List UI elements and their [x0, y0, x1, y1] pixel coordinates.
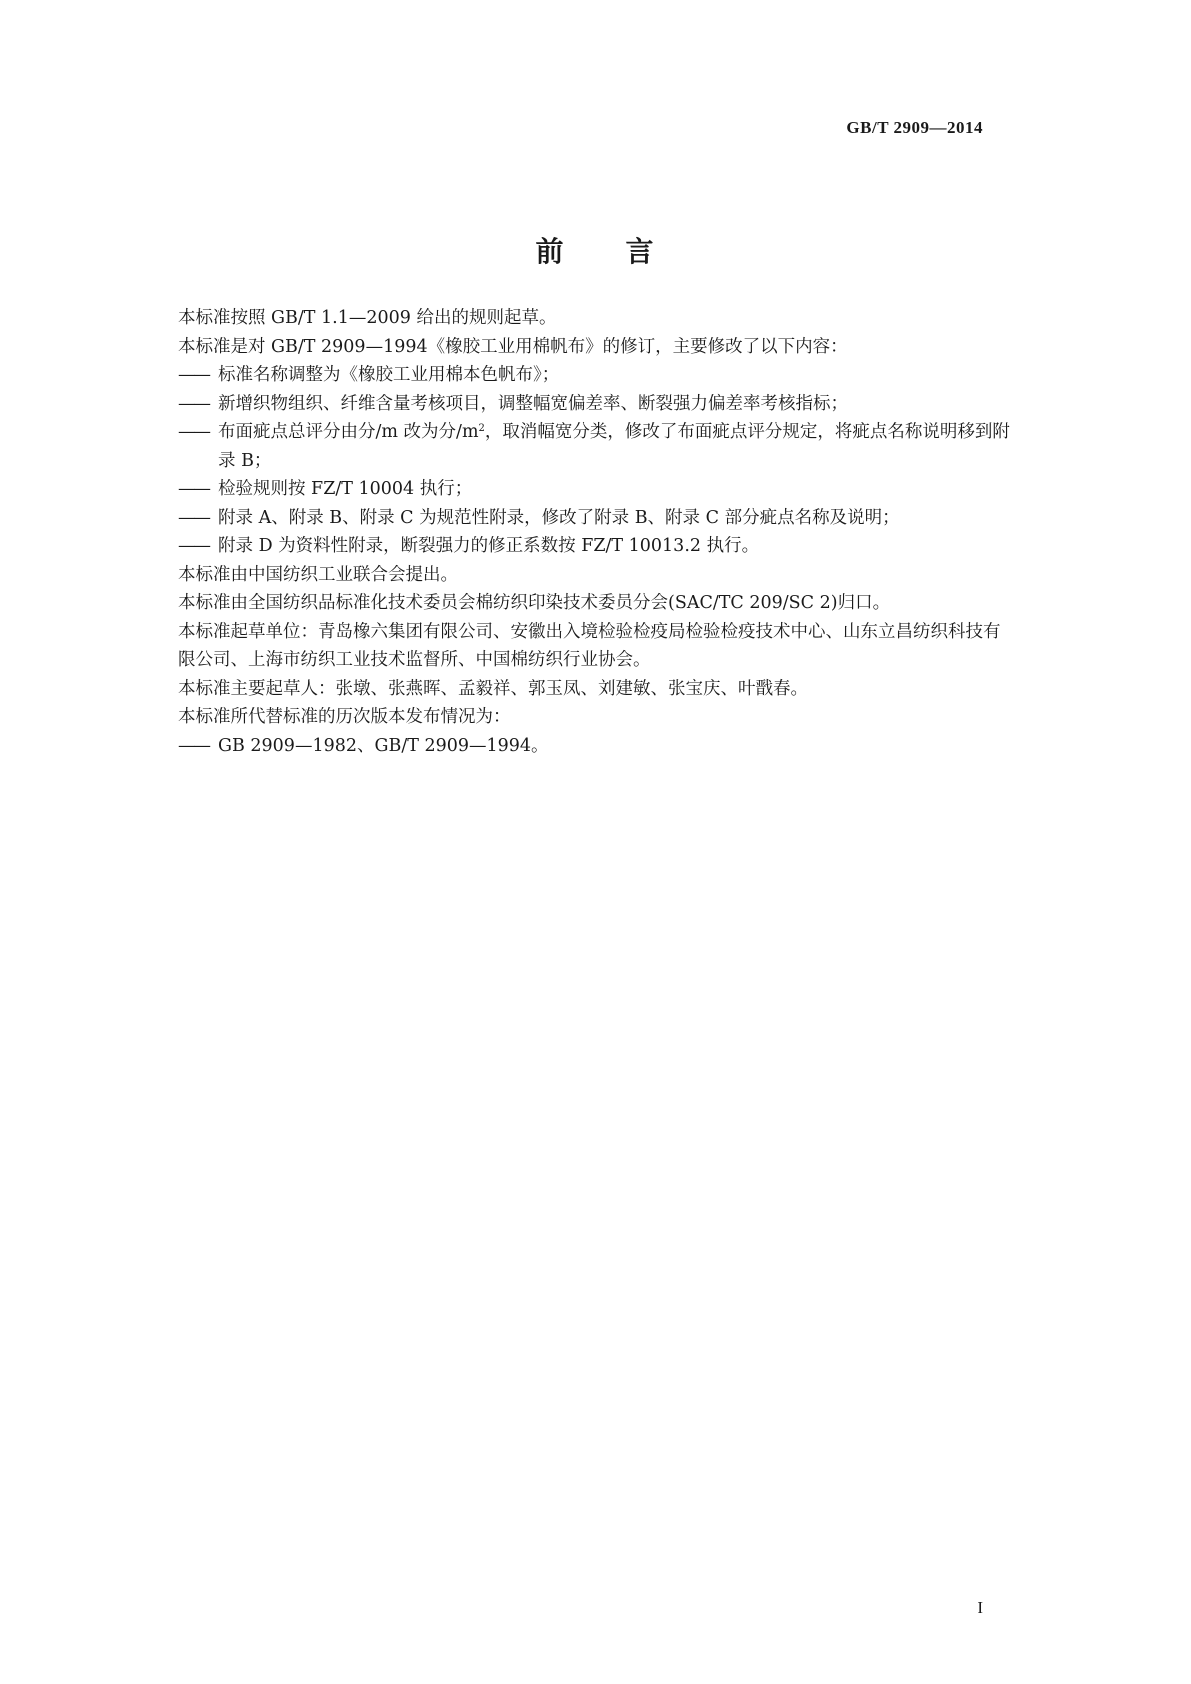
list-item — [178, 418, 1016, 475]
list-item — [178, 390, 1016, 419]
list-item-text: GB 2909—1982、GB/T 2909—1994。 — [218, 735, 549, 756]
standard-number: GB/T 2909—2014 — [846, 118, 983, 137]
paragraph: 本标准所代替标准的历次版本发布情况为： — [178, 707, 511, 727]
title-char-1: 前 — [535, 235, 566, 268]
page-title — [0, 230, 1191, 270]
dash-marker: —— — [178, 536, 209, 556]
paragraph: 本标准起草单位：青岛橡六集团有限公司、安徽出入境检验检疫局检验检疫技术中心、山东立昌纺织科技有限公司、上海市纺织工业技术监督所、中国棉纺织行业协会。 — [178, 621, 1001, 670]
list-item-text: ，取消幅宽分类，修改了布面疵点评分规定，将疵点名称说明移到附录 B； — [218, 422, 1010, 471]
paragraph: 本标准由中国纺织工业联合会提出。 — [178, 564, 458, 585]
list-item — [178, 732, 1016, 761]
title-char-2: 言 — [625, 235, 656, 268]
list-item-text: 新增织物组织、纤维含量考核项目，调整幅宽偏差率、断裂强力偏差率考核指标； — [218, 393, 848, 414]
paragraph: 本标准按照 GB/T 1.1—2009 给出的规则起草。 — [178, 308, 557, 328]
paragraph: 本标准是对 GB/T 2909—1994《橡胶工业用棉帆布》的修订，主要修改了以下内容： — [178, 336, 848, 357]
paragraph: 本标准主要起草人：张墩、张燕晖、孟毅祥、郭玉凤、刘建敏、张宝庆、叶戬春。 — [178, 678, 808, 699]
dash-marker: —— — [178, 393, 209, 414]
list-item — [178, 361, 1016, 390]
list-item-text: 标准名称调整为《橡胶工业用棉本色帆布》； — [218, 365, 560, 385]
paragraph: 本标准由全国纺织品标准化技术委员会棉纺织印染技术委员分会(SAC/TC 209/SC 2)归口。 — [178, 593, 891, 613]
page-number: I — [977, 1598, 983, 1617]
dash-marker: —— — [178, 479, 209, 499]
dash-marker: —— — [178, 735, 209, 756]
list-item — [178, 475, 1016, 504]
dash-marker: —— — [178, 507, 209, 528]
list-item — [178, 532, 1016, 561]
list-item-text: 检验规则按 FZ/T 10004 执行； — [218, 479, 473, 499]
list-item-text: 布面疵点总评分由分/m 改为分/m — [218, 422, 479, 442]
list-item-text: 附录 A、附录 B、附录 C 为规范性附录，修改了附录 B、附录 C 部分疵点名称及说明； — [218, 507, 900, 528]
dash-marker: —— — [178, 365, 209, 385]
superscript: 2 — [478, 423, 485, 434]
dash-marker: —— — [178, 422, 209, 442]
foreword-body — [178, 304, 1016, 760]
list-item-text: 附录 D 为资料性附录，断裂强力的修正系数按 FZ/T 10013.2 执行。 — [218, 536, 760, 556]
list-item — [178, 504, 1016, 533]
